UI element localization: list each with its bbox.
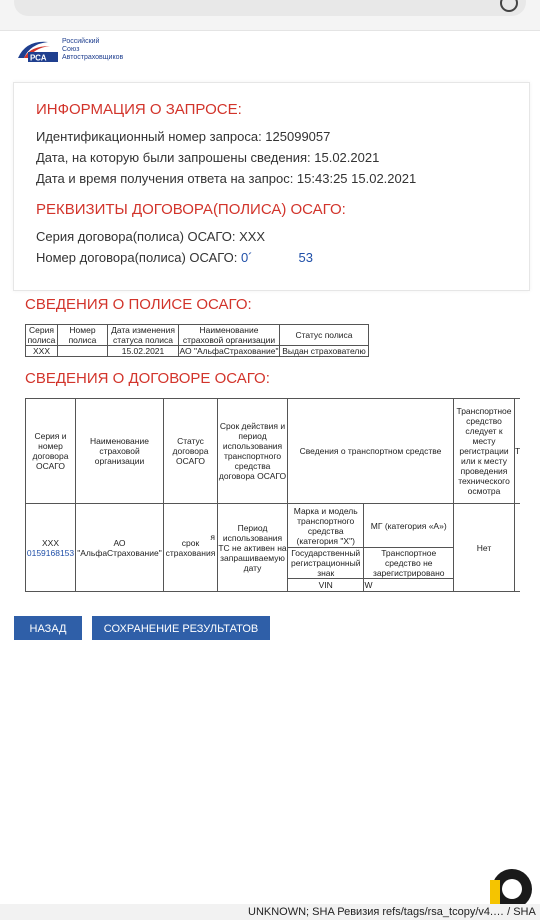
contract-number-value: 0159168153 — [26, 547, 75, 558]
cell-plate-label: Государственный регистрационный знак — [288, 548, 364, 579]
header-policy-number: Номер полиса — [58, 325, 108, 346]
header-status-date: Дата изменения статуса полиса — [108, 325, 179, 346]
cell-vin-value: W — [364, 579, 454, 592]
logo-text: Российский Союз Автостраховщиков — [62, 38, 124, 61]
request-info-card — [13, 82, 530, 291]
contract-table — [25, 398, 520, 592]
contract-number — [36, 250, 313, 265]
contract-series: Серия договора(полиса) ОСАГО: ХХХ — [36, 229, 266, 244]
contract-number-label: Номер договора(полиса) ОСАГО: — [36, 250, 241, 265]
header-policy-series: Серия полиса — [26, 325, 58, 346]
table-row — [26, 504, 521, 548]
cell-insurer: АО "АльфаСтрахование" — [179, 346, 279, 356]
address-bar[interactable] — [14, 0, 526, 16]
cell-policy-status: Выдан страхователю — [280, 346, 369, 357]
table-row — [26, 346, 369, 357]
cell-contract-number — [26, 504, 76, 592]
cell-make-value: МГ (категория «А») — [364, 504, 454, 548]
header-extra: Т — [515, 399, 521, 504]
footer-text: UNKNOWN; SHA Ревизия refs/tags/rsa_tcopy/v4.… / SHA — [248, 906, 536, 918]
request-date: Дата, на которую были запрошены сведения: 15.02.2021 — [36, 150, 380, 165]
back-button[interactable]: НАЗАД — [14, 616, 82, 640]
cell-vin-label: VIN — [288, 579, 364, 592]
cell-insurer-name: АО "АльфаСтрахование" — [76, 504, 164, 592]
header-contract-series: Серия и номер договора ОСАГО — [26, 399, 76, 504]
rsa-logo — [16, 37, 123, 63]
header-inspection: Транспортное средство следует к месту регистрации или к месту проведения технического осмотра — [454, 399, 515, 504]
cell-plate-value: Транспортное средство не зарегистрировано — [364, 548, 454, 579]
cell-contract-status — [164, 504, 218, 592]
cell-period: Период использования ТС не активен на запрашиваемую дату — [218, 504, 288, 592]
cell-extra — [515, 504, 521, 592]
contract-series-value: ХХХ — [41, 537, 59, 548]
header-vehicle-info: Сведения о транспортном средстве — [288, 399, 454, 504]
cell-policy-series: ХХХ — [26, 346, 58, 357]
footer-bar — [0, 904, 540, 920]
header-period: Срок действия и период использования транспортного средства договора ОСАГО — [218, 399, 288, 504]
rsa-logo-mark — [16, 38, 58, 62]
contract-number-end: 53 — [298, 250, 313, 265]
browser-toolbar — [0, 0, 540, 31]
status-value: срок страхования — [165, 537, 216, 558]
table-header-row — [26, 399, 521, 504]
request-id: Идентификационный номер запроса: 125099057 — [36, 129, 331, 144]
logo-abbr: РСА — [30, 53, 47, 62]
save-results-button[interactable]: СОХРАНЕНИЕ РЕЗУЛЬТАТОВ — [92, 616, 270, 640]
cell-status-date: 15.02.2021 — [108, 346, 179, 357]
header-contract-status: Статус договора ОСАГО — [164, 399, 218, 504]
cell-make-label: Марка и модель транспортного средства (категория "Х") — [288, 504, 364, 548]
policy-table — [25, 324, 369, 357]
status-mark: я — [210, 532, 215, 542]
table-header-row — [26, 325, 369, 346]
cell-inspection: Нет — [454, 504, 515, 592]
header-policy-status: Статус полиса — [280, 325, 369, 346]
response-datetime: Дата и время получения ответа на запрос: 15:43:25 15.02.2021 — [36, 171, 417, 186]
contract-number-start: 0´ — [240, 250, 253, 265]
request-info-title: ИНФОРМАЦИЯ О ЗАПРОСЕ: — [36, 101, 242, 118]
cell-policy-number — [58, 346, 108, 357]
contract-section-title: СВЕДЕНИЯ О ДОГОВОРЕ ОСАГО: — [25, 370, 270, 387]
policy-section-title: СВЕДЕНИЯ О ПОЛИСЕ ОСАГО: — [25, 296, 252, 313]
header-insurer-name: Наименование страховой организации — [76, 399, 164, 504]
header-insurer: Наименование страховой организации — [179, 325, 280, 346]
contract-details-title: РЕКВИЗИТЫ ДОГОВОРА(ПОЛИСА) ОСАГО: — [36, 201, 346, 218]
